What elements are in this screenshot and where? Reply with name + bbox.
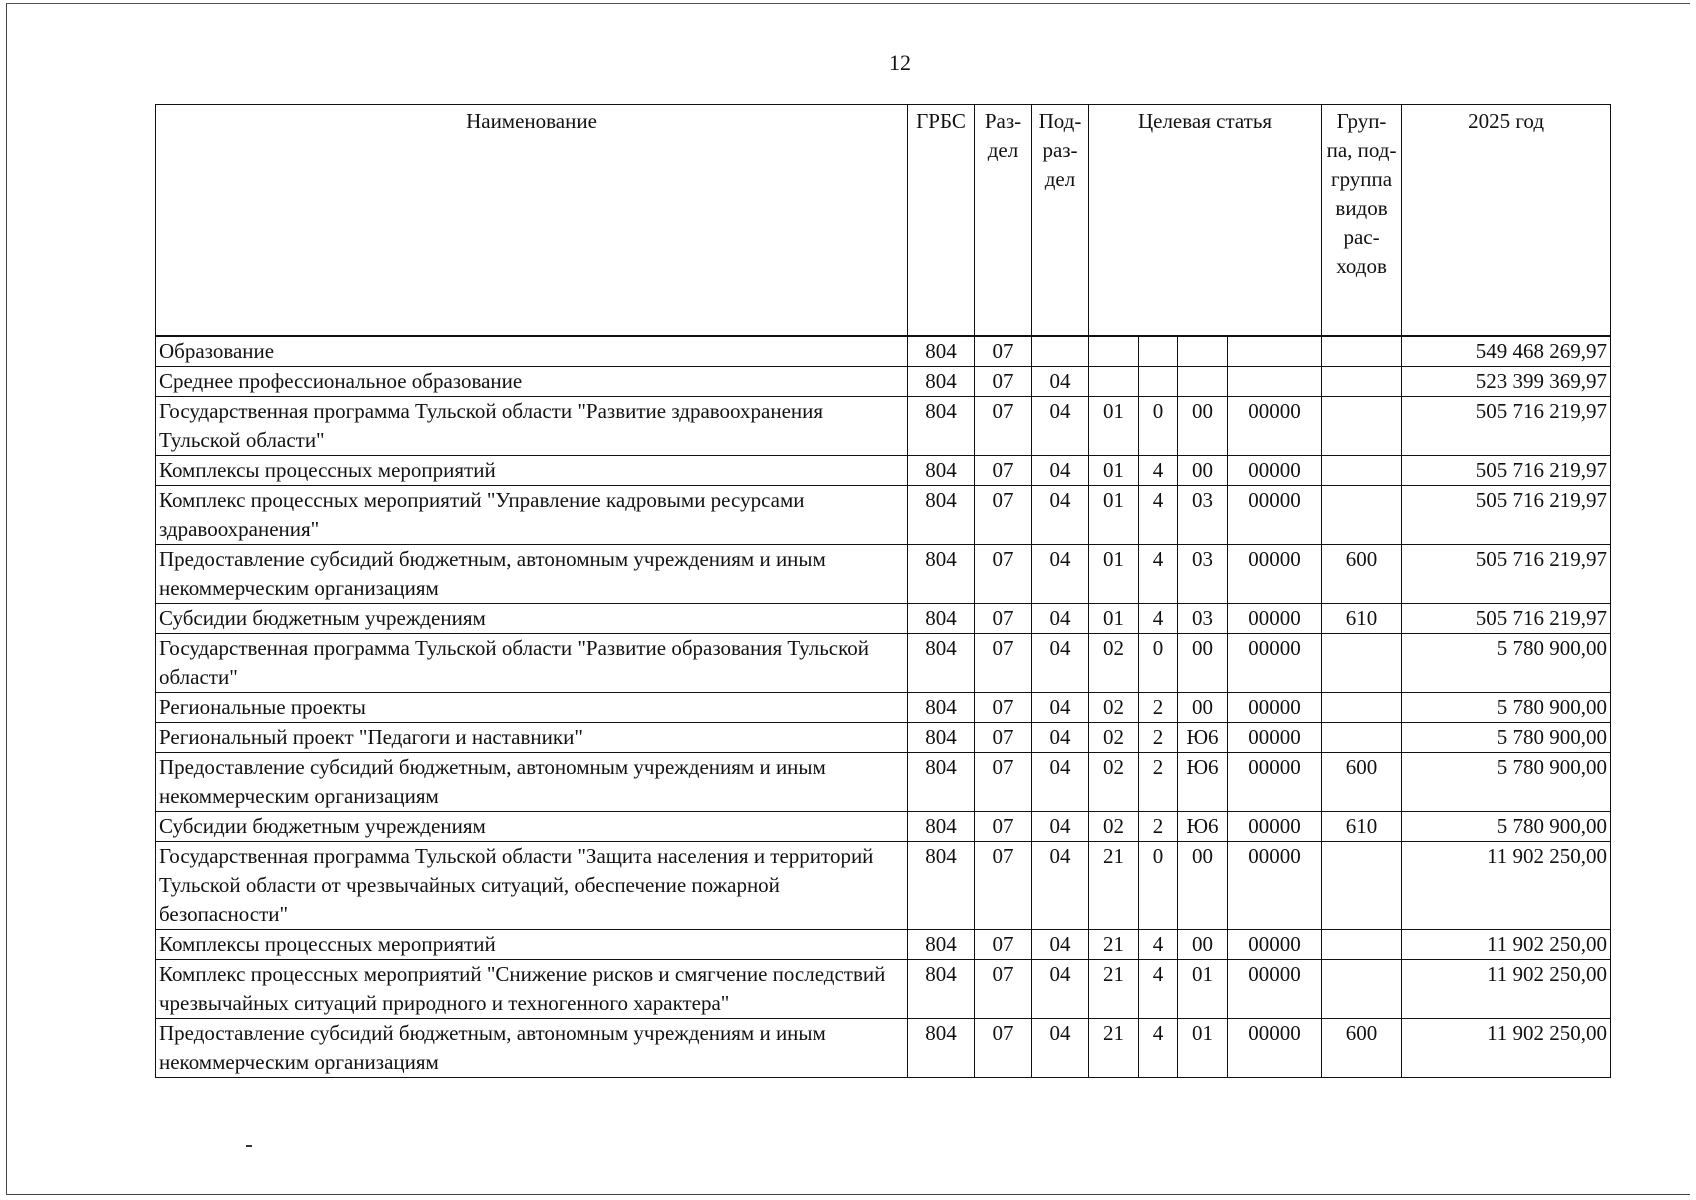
cell-grbs: 804: [908, 367, 975, 397]
cell-amount-2025: 5 780 900,00: [1402, 723, 1611, 753]
cell-celevaya-program: 02: [1089, 812, 1139, 842]
cell-razdel: 07: [975, 486, 1032, 545]
table-header-row: [156, 105, 1611, 337]
cell-podrazdel: 04: [1032, 367, 1089, 397]
cell-vid-rashodov: [1322, 367, 1402, 397]
cell-grbs: 804: [908, 545, 975, 604]
table-row: [156, 545, 1611, 604]
cell-name: Предоставление субсидий бюджетным, автономным учреждениям и иным некоммерческим организациям: [156, 1019, 908, 1078]
cell-grbs: 804: [908, 723, 975, 753]
cell-podrazdel: 04: [1032, 960, 1089, 1019]
table-row: [156, 812, 1611, 842]
cell-celevaya-direction: 00000: [1228, 397, 1322, 456]
cell-grbs: 804: [908, 842, 975, 930]
cell-vid-rashodov: [1322, 456, 1402, 486]
cell-grbs: 804: [908, 753, 975, 812]
cell-razdel: 07: [975, 1019, 1032, 1078]
table-row: [156, 753, 1611, 812]
cell-celevaya-item: 00: [1178, 693, 1228, 723]
cell-vid-rashodov: [1322, 336, 1402, 367]
cell-vid-rashodov: 610: [1322, 604, 1402, 634]
cell-podrazdel: [1032, 336, 1089, 367]
cell-grbs: 804: [908, 397, 975, 456]
table-row: [156, 930, 1611, 960]
table-body: [156, 336, 1611, 1078]
cell-razdel: 07: [975, 634, 1032, 693]
cell-grbs: 804: [908, 456, 975, 486]
cell-podrazdel: 04: [1032, 486, 1089, 545]
cell-celevaya-item: 00: [1178, 634, 1228, 693]
cell-amount-2025: 549 468 269,97: [1402, 336, 1611, 367]
cell-celevaya-item: 01: [1178, 960, 1228, 1019]
cell-podrazdel: 04: [1032, 397, 1089, 456]
cell-vid-rashodov: [1322, 723, 1402, 753]
cell-celevaya-direction: 00000: [1228, 545, 1322, 604]
cell-vid-rashodov: [1322, 842, 1402, 930]
cell-celevaya-program: 02: [1089, 753, 1139, 812]
cell-razdel: 07: [975, 960, 1032, 1019]
cell-name: Предоставление субсидий бюджетным, автономным учреждениям и иным некоммерческим организациям: [156, 545, 908, 604]
cell-vid-rashodov: [1322, 693, 1402, 723]
cell-vid-rashodov: [1322, 486, 1402, 545]
cell-amount-2025: 11 902 250,00: [1402, 960, 1611, 1019]
scan-mark: [246, 1145, 252, 1147]
table-row: [156, 486, 1611, 545]
cell-amount-2025: 505 716 219,97: [1402, 545, 1611, 604]
page-number: 12: [889, 50, 911, 75]
cell-podrazdel: 04: [1032, 842, 1089, 930]
cell-celevaya-type: 0: [1139, 842, 1178, 930]
cell-vid-rashodov: 600: [1322, 753, 1402, 812]
cell-grbs: 804: [908, 486, 975, 545]
cell-celevaya-type: 2: [1139, 753, 1178, 812]
cell-celevaya-direction: [1228, 336, 1322, 367]
table-row: [156, 634, 1611, 693]
cell-celevaya-type: 0: [1139, 634, 1178, 693]
cell-celevaya-direction: 00000: [1228, 456, 1322, 486]
cell-podrazdel: 04: [1032, 1019, 1089, 1078]
cell-celevaya-item: [1178, 336, 1228, 367]
cell-grbs: 804: [908, 1019, 975, 1078]
cell-vid-rashodov: 600: [1322, 545, 1402, 604]
cell-celevaya-type: [1139, 336, 1178, 367]
cell-podrazdel: 04: [1032, 456, 1089, 486]
cell-celevaya-program: 01: [1089, 397, 1139, 456]
header-celevaya-statya: Целевая статья: [1089, 105, 1322, 337]
cell-grbs: 804: [908, 604, 975, 634]
cell-razdel: 07: [975, 336, 1032, 367]
cell-celevaya-item: 00: [1178, 456, 1228, 486]
cell-amount-2025: 5 780 900,00: [1402, 812, 1611, 842]
cell-grbs: 804: [908, 812, 975, 842]
cell-name: Комплекс процессных мероприятий "Управление кадровыми ресурсами здравоохранения": [156, 486, 908, 545]
header-gruppa-vidov-rashodov: Груп- па, под- группа видов рас- ходов: [1322, 105, 1402, 337]
cell-celevaya-direction: 00000: [1228, 693, 1322, 723]
cell-razdel: 07: [975, 723, 1032, 753]
cell-celevaya-direction: 00000: [1228, 486, 1322, 545]
cell-name: Субсидии бюджетным учреждениям: [156, 604, 908, 634]
cell-celevaya-program: 21: [1089, 842, 1139, 930]
cell-grbs: 804: [908, 336, 975, 367]
table-row: [156, 336, 1611, 367]
table-row: [156, 367, 1611, 397]
cell-name: Региональный проект "Педагоги и наставники": [156, 723, 908, 753]
cell-celevaya-direction: [1228, 367, 1322, 397]
cell-celevaya-program: 02: [1089, 723, 1139, 753]
cell-razdel: 07: [975, 397, 1032, 456]
cell-name: Государственная программа Тульской области "Развитие здравоохранения Тульской области": [156, 397, 908, 456]
cell-celevaya-program: 01: [1089, 486, 1139, 545]
cell-celevaya-type: 4: [1139, 604, 1178, 634]
cell-celevaya-direction: 00000: [1228, 812, 1322, 842]
cell-celevaya-item: 03: [1178, 486, 1228, 545]
cell-celevaya-item: 00: [1178, 397, 1228, 456]
cell-amount-2025: 5 780 900,00: [1402, 693, 1611, 723]
cell-celevaya-type: 2: [1139, 723, 1178, 753]
budget-table: [155, 104, 1611, 1078]
cell-podrazdel: 04: [1032, 604, 1089, 634]
cell-celevaya-item: Ю6: [1178, 753, 1228, 812]
cell-celevaya-item: 00: [1178, 842, 1228, 930]
cell-celevaya-type: 0: [1139, 397, 1178, 456]
cell-name: Среднее профессиональное образование: [156, 367, 908, 397]
cell-amount-2025: 523 399 369,97: [1402, 367, 1611, 397]
cell-razdel: 07: [975, 456, 1032, 486]
cell-name: Государственная программа Тульской области "Защита населения и территорий Тульской области от чрезвычайных ситуаций, обеспечение пожарной безопасности": [156, 842, 908, 930]
cell-amount-2025: 505 716 219,97: [1402, 604, 1611, 634]
cell-celevaya-type: 2: [1139, 693, 1178, 723]
cell-celevaya-program: [1089, 336, 1139, 367]
cell-celevaya-item: Ю6: [1178, 723, 1228, 753]
table-row: [156, 842, 1611, 930]
cell-celevaya-direction: 00000: [1228, 723, 1322, 753]
cell-amount-2025: 5 780 900,00: [1402, 634, 1611, 693]
cell-celevaya-program: 21: [1089, 960, 1139, 1019]
cell-celevaya-program: 01: [1089, 545, 1139, 604]
cell-razdel: 07: [975, 753, 1032, 812]
cell-celevaya-type: 2: [1139, 812, 1178, 842]
cell-celevaya-type: [1139, 367, 1178, 397]
table-row: [156, 960, 1611, 1019]
cell-celevaya-program: 02: [1089, 693, 1139, 723]
cell-podrazdel: 04: [1032, 753, 1089, 812]
cell-vid-rashodov: [1322, 634, 1402, 693]
cell-amount-2025: 11 902 250,00: [1402, 842, 1611, 930]
cell-razdel: 07: [975, 693, 1032, 723]
cell-razdel: 07: [975, 367, 1032, 397]
header-name: Наименование: [156, 105, 908, 337]
cell-name: Образование: [156, 336, 908, 367]
cell-name: Государственная программа Тульской области "Развитие образования Тульской области": [156, 634, 908, 693]
header-podrazdel: Под- раз- дел: [1032, 105, 1089, 337]
table-row: [156, 1019, 1611, 1078]
cell-celevaya-type: 4: [1139, 960, 1178, 1019]
cell-celevaya-program: 01: [1089, 604, 1139, 634]
cell-amount-2025: 11 902 250,00: [1402, 930, 1611, 960]
cell-celevaya-item: [1178, 367, 1228, 397]
cell-celevaya-direction: 00000: [1228, 1019, 1322, 1078]
table-row: [156, 693, 1611, 723]
cell-celevaya-item: 01: [1178, 1019, 1228, 1078]
cell-podrazdel: 04: [1032, 693, 1089, 723]
cell-celevaya-direction: 00000: [1228, 930, 1322, 960]
cell-grbs: 804: [908, 634, 975, 693]
cell-razdel: 07: [975, 812, 1032, 842]
cell-celevaya-type: 4: [1139, 486, 1178, 545]
cell-amount-2025: 5 780 900,00: [1402, 753, 1611, 812]
table-row: [156, 723, 1611, 753]
cell-celevaya-program: 21: [1089, 1019, 1139, 1078]
cell-podrazdel: 04: [1032, 634, 1089, 693]
cell-celevaya-direction: 00000: [1228, 842, 1322, 930]
cell-name: Комплексы процессных мероприятий: [156, 930, 908, 960]
cell-celevaya-direction: 00000: [1228, 960, 1322, 1019]
cell-name: Региональные проекты: [156, 693, 908, 723]
cell-podrazdel: 04: [1032, 723, 1089, 753]
header-razdel: Раз- дел: [975, 105, 1032, 337]
cell-celevaya-type: 4: [1139, 456, 1178, 486]
cell-celevaya-program: [1089, 367, 1139, 397]
cell-celevaya-item: 00: [1178, 930, 1228, 960]
cell-amount-2025: 505 716 219,97: [1402, 397, 1611, 456]
cell-celevaya-type: 4: [1139, 545, 1178, 604]
table-row: [156, 604, 1611, 634]
cell-celevaya-type: 4: [1139, 1019, 1178, 1078]
cell-podrazdel: 04: [1032, 812, 1089, 842]
cell-celevaya-direction: 00000: [1228, 634, 1322, 693]
cell-razdel: 07: [975, 842, 1032, 930]
cell-name: Предоставление субсидий бюджетным, автономным учреждениям и иным некоммерческим организациям: [156, 753, 908, 812]
cell-grbs: 804: [908, 693, 975, 723]
header-grbs: ГРБС: [908, 105, 975, 337]
cell-razdel: 07: [975, 604, 1032, 634]
cell-grbs: 804: [908, 930, 975, 960]
cell-grbs: 804: [908, 960, 975, 1019]
cell-celevaya-item: 03: [1178, 545, 1228, 604]
cell-vid-rashodov: [1322, 397, 1402, 456]
cell-name: Комплекс процессных мероприятий "Снижение рисков и смягчение последствий чрезвычайных ситуаций природного и техногенного характера": [156, 960, 908, 1019]
cell-vid-rashodov: 610: [1322, 812, 1402, 842]
cell-celevaya-direction: 00000: [1228, 604, 1322, 634]
table-row: [156, 397, 1611, 456]
cell-amount-2025: 505 716 219,97: [1402, 486, 1611, 545]
cell-podrazdel: 04: [1032, 545, 1089, 604]
header-year-2025: 2025 год: [1402, 105, 1611, 337]
cell-celevaya-type: 4: [1139, 930, 1178, 960]
cell-amount-2025: 11 902 250,00: [1402, 1019, 1611, 1078]
cell-celevaya-direction: 00000: [1228, 753, 1322, 812]
cell-celevaya-program: 02: [1089, 634, 1139, 693]
table-row: [156, 456, 1611, 486]
cell-celevaya-program: 01: [1089, 456, 1139, 486]
cell-celevaya-item: 03: [1178, 604, 1228, 634]
cell-vid-rashodov: [1322, 960, 1402, 1019]
cell-celevaya-item: Ю6: [1178, 812, 1228, 842]
cell-name: Субсидии бюджетным учреждениям: [156, 812, 908, 842]
cell-vid-rashodov: 600: [1322, 1019, 1402, 1078]
cell-razdel: 07: [975, 545, 1032, 604]
cell-podrazdel: 04: [1032, 930, 1089, 960]
cell-vid-rashodov: [1322, 930, 1402, 960]
cell-celevaya-program: 21: [1089, 930, 1139, 960]
cell-razdel: 07: [975, 930, 1032, 960]
cell-amount-2025: 505 716 219,97: [1402, 456, 1611, 486]
cell-name: Комплексы процессных мероприятий: [156, 456, 908, 486]
